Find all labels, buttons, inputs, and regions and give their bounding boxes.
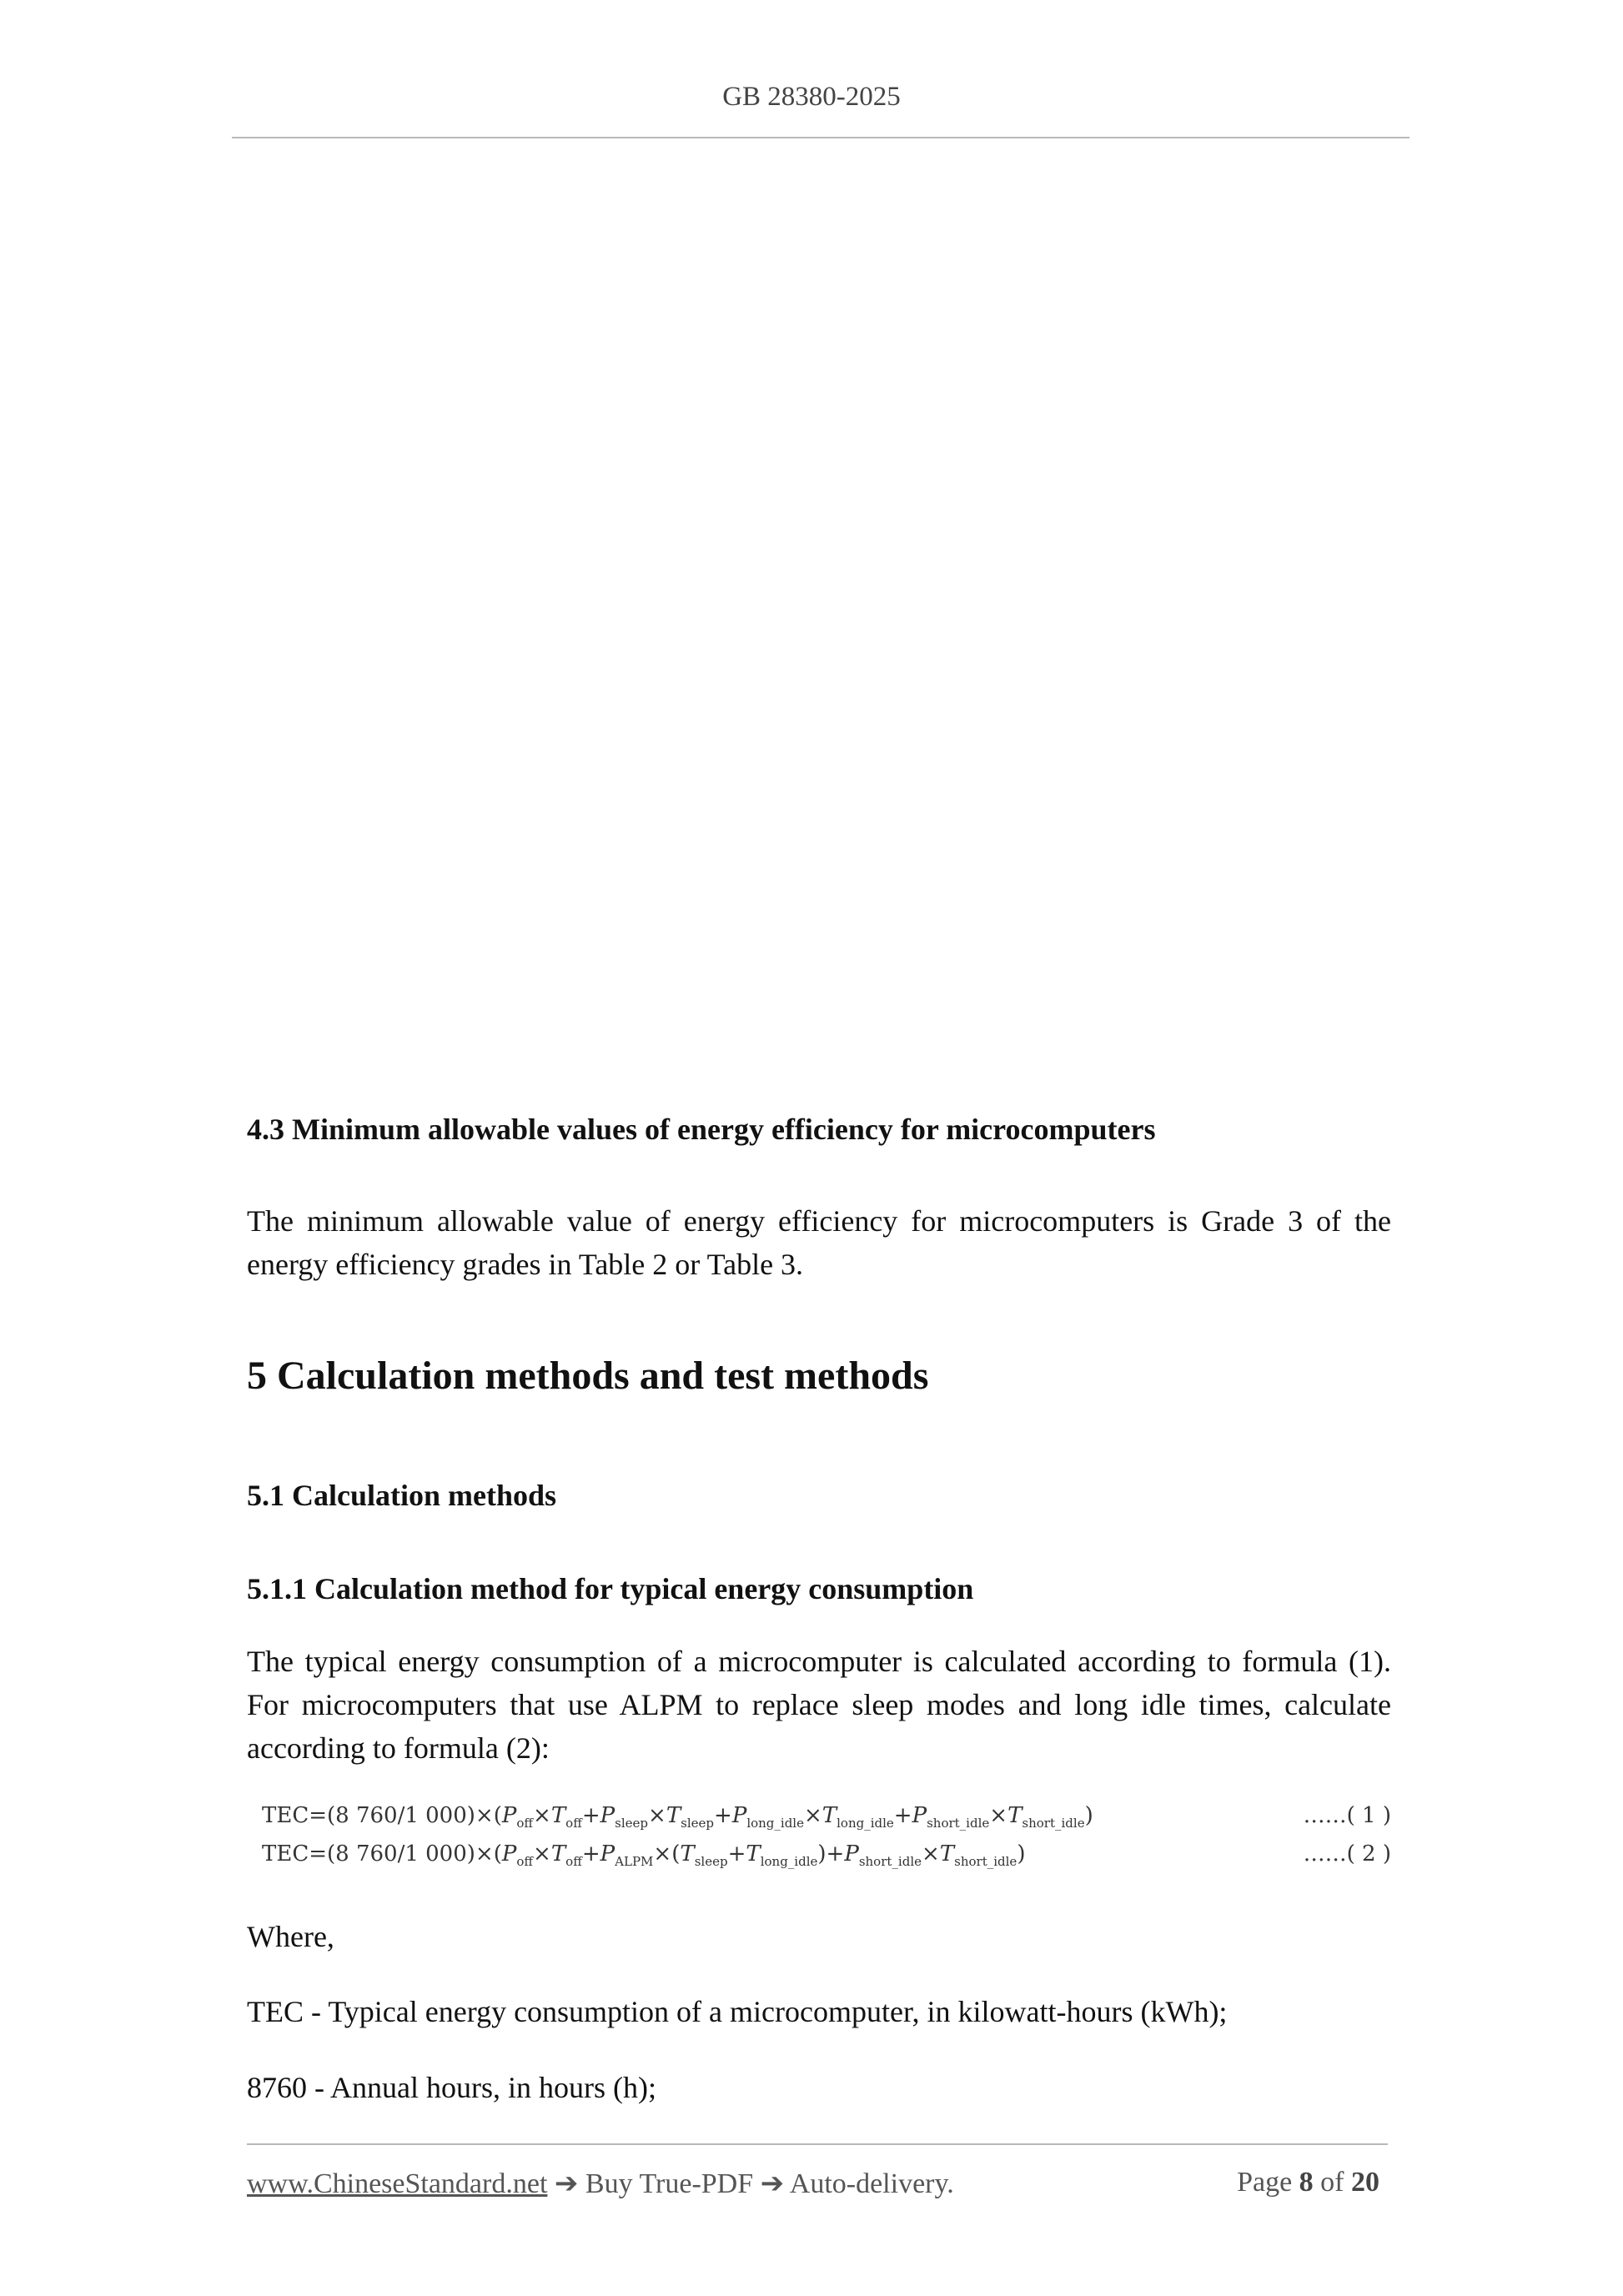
- page-footer: [247, 2167, 1379, 2207]
- formula-2: [247, 1841, 1391, 1878]
- section-5-heading: 5 Calculation methods and test methods: [247, 1354, 929, 1398]
- current-page-number: 8: [1299, 2167, 1314, 2198]
- section-4-3-heading: 4.3 Minimum allowable values of energy efficiency for microcomputers: [247, 1113, 1156, 1146]
- formula-1-number: ……( 1 ): [1303, 1803, 1391, 1828]
- footer-links: [247, 2167, 954, 2200]
- formula-1-expression: TEC=(8 760/1 $000)\times(P_{off}\times T_{off}+P_{sleep}\times T_{sleep}+P_{long\_idle}\times T_{long\_idle}+P_{short\_idle}\times T_{short\_idle})$: [262, 1803, 1093, 1831]
- of-label: of: [1320, 2167, 1344, 2198]
- where-label: Where,: [247, 1920, 334, 1953]
- section-5-1-1-paragraph: The typical energy consumption of a microcomputer is calculated according to formula (1). For microcomputers that use ALPM to replace sleep modes and long idle times, calculate according to formula (2):: [247, 1645, 1391, 1765]
- page-label: Page: [1237, 2167, 1293, 2198]
- definition-tec: TEC - Typical energy consumption of a microcomputer, in kilowatt-hours (kWh);: [247, 1995, 1228, 2028]
- auto-delivery-text: Auto-delivery.: [789, 2168, 954, 2199]
- formula-2-expression: TEC=(8 760/1 $000)\times(P_{off}\times T_{off}+P_{ALPM}\times(T_{sleep}+T_{long\_idle})+P_{short\_idle}\times T_{short\_idle})$: [262, 1841, 1026, 1870]
- site-link[interactable]: www.ChineseStandard.net: [247, 2168, 548, 2199]
- section-4-3-paragraph: The minimum allowable value of energy efficiency for microcomputers is Grade 3 of the energy efficiency grades in Table 2 or Table 3.: [247, 1204, 1391, 1281]
- document-code-header: GB 28380-2025: [722, 82, 901, 112]
- buy-true-pdf-text: Buy True-PDF: [585, 2168, 754, 2199]
- formula-1: [247, 1803, 1391, 1840]
- total-pages: 20: [1351, 2167, 1379, 2198]
- page-indicator: [1237, 2167, 1379, 2198]
- section-5-1-heading: 5.1 Calculation methods: [247, 1479, 557, 1512]
- section-5-1-1-heading: 5.1.1 Calculation method for typical energy consumption: [247, 1572, 974, 1605]
- arrow-right-icon: ➔: [760, 2168, 785, 2199]
- arrow-right-icon: ➔: [554, 2168, 579, 2199]
- footer-divider: [247, 2143, 1388, 2145]
- definition-annual-hours: 8760 - Annual hours, in hours (h);: [247, 2071, 656, 2104]
- formula-2-number: ……( 2 ): [1303, 1841, 1391, 1866]
- header-divider: [232, 137, 1409, 138]
